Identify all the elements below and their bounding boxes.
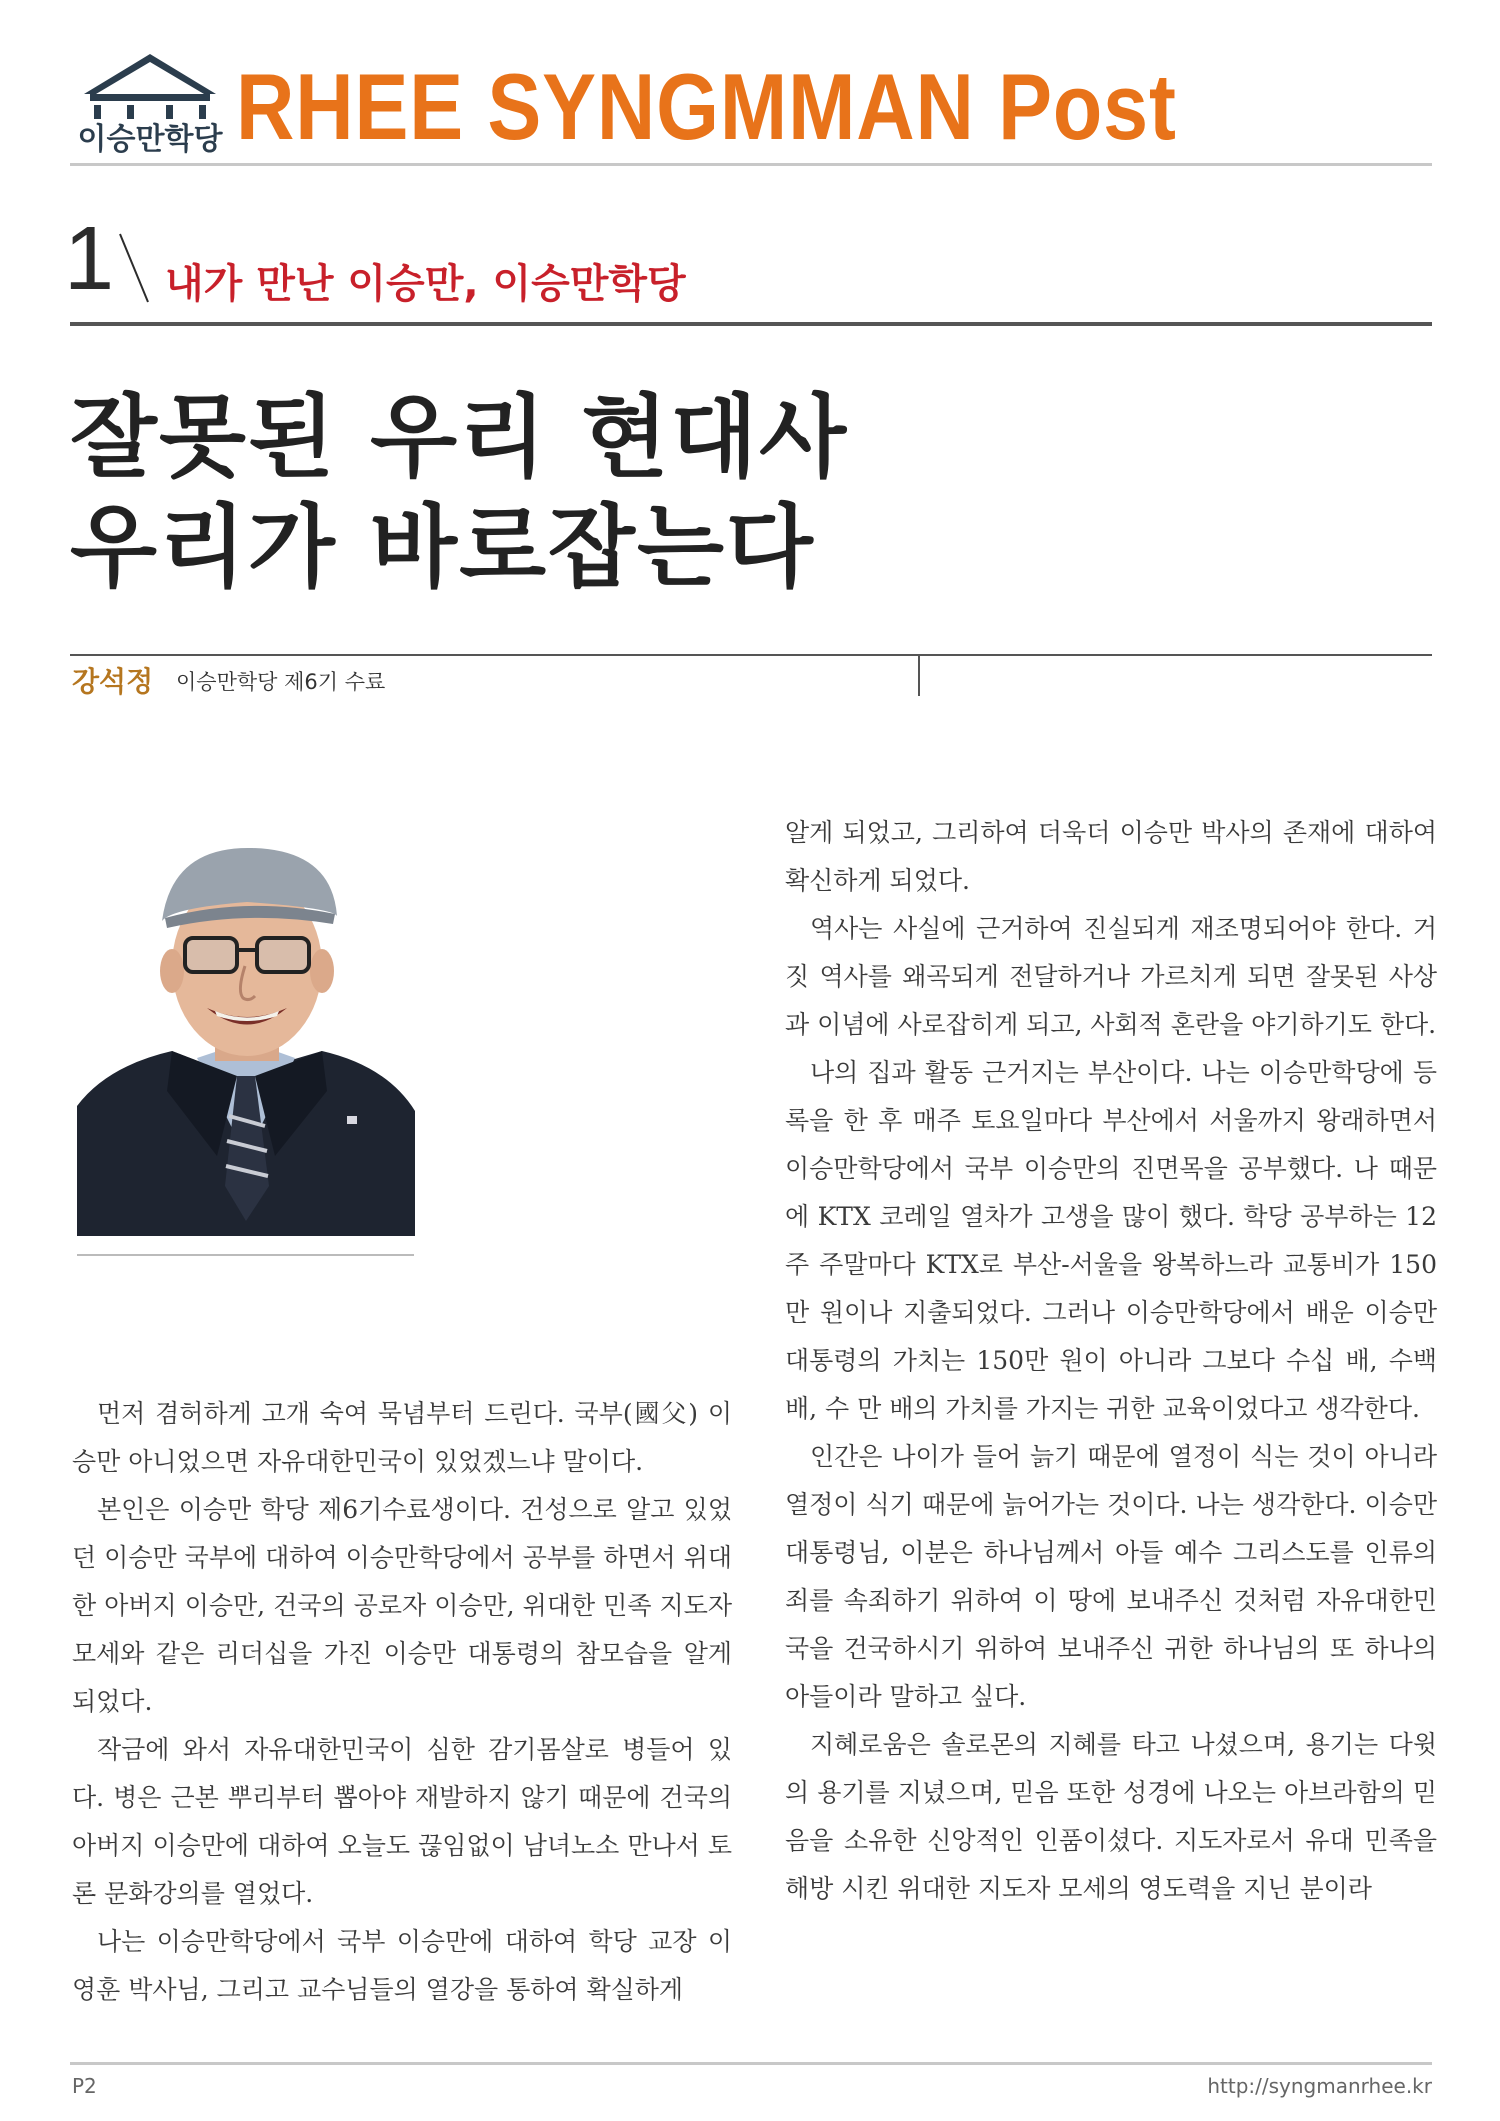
logo-wordmark: 이승만학당	[77, 122, 223, 157]
paragraph: 역사는 사실에 근거하여 진실되게 재조명되어야 한다. 거짓 역사를 왜곡되게 전달하거나 가르치게 되면 잘못된 사상과 이념에 사로잡히게 되고, 사회적 혼란을 야기하기도 한다.	[785, 914, 1437, 1039]
section-title: 내가 만난 이승만, 이승만학당	[165, 261, 686, 307]
headline-line-1: 잘못된 우리 현대사	[70, 385, 849, 490]
paragraph: 나의 집과 활동 근거지는 부산이다. 나는 이승만학당에 등록을 한 후 매주 토요일마다 부산에서 서울까지 왕래하면서 이승만학당에서 국부 이승만의 진면목을 공부했다. 나 때문에 KTX 코레일 열차가 고생을 많이 했다. 학당 공부하는 12주 주말마다 KTX로 부산-서울을 왕복하느라 교통비가 150만 원이나 지출되었다. 그러나 이승만학당에서 배운 이승만 대통령의 가치는 150만 원이 아니라 그보다 수십 배, 수백 배, 수 만 배의 가치를 가지는 귀한 교육이었다고 생각한다.	[785, 1058, 1437, 1423]
paragraph: 알게 되었고, 그리하여 더욱더 이승만 박사의 존재에 대하여 확신하게 되었다.	[785, 818, 1437, 895]
paragraph: 먼저 겸허하게 고개 숙여 묵념부터 드린다. 국부(國父) 이승만 아니었으면 자유대한민국이 있었겠느냐 말이다.	[72, 1399, 732, 1476]
section-slash-icon	[118, 232, 150, 304]
author-affiliation: 이승만학당 제6기 수료	[176, 670, 386, 694]
body-column-right	[785, 809, 1437, 1913]
paragraph: 지혜로움은 솔로몬의 지혜를 타고 나셨으며, 용기는 다윗의 용기를 지녔으며, 믿음 또한 성경에 나오는 아브라함의 믿음을 소유한 신앙적인 인품이셨다. 지도자로서 유대 민족을 해방 시킨 위대한 지도자 모세의 영도력을 지닌 분이라	[785, 1730, 1437, 1903]
publication-title: RHEE SYNGMMAN Post	[236, 54, 1177, 159]
byline-divider	[70, 654, 1432, 656]
author-photo	[77, 826, 415, 1236]
photo-divider	[77, 1254, 414, 1256]
paragraph: 작금에 와서 자유대한민국이 심한 감기몸살로 병들어 있다. 병은 근본 뿌리부터 뽑아야 재발하지 않기 때문에 건국의 아버지 이승만에 대하여 오늘도 끊임없이 남녀노소 만나서 토론 문화강의를 열었다.	[72, 1735, 732, 1908]
paragraph: 나는 이승만학당에서 국부 이승만에 대하여 학당 교장 이영훈 박사님, 그리고 교수님들의 열강을 통하여 확실하게	[72, 1927, 732, 2004]
page-number: P2	[72, 2074, 97, 2098]
footer-divider	[70, 2062, 1432, 2065]
paragraph: 인간은 나이가 들어 늙기 때문에 열정이 식는 것이 아니라 열정이 식기 때문에 늙어가는 것이다. 나는 생각한다. 이승만 대통령님, 이분은 하나님께서 아들 예수 그리스도를 인류의 죄를 속죄하기 위하여 이 땅에 보내주신 것처럼 자유대한민국을 건국하시기 위하여 보내주신 귀한 하나님의 또 하나의 아들이라 말하고 싶다.	[785, 1442, 1437, 1711]
paragraph: 본인은 이승만 학당 제6기수료생이다. 건성으로 알고 있었던 이승만 국부에 대하여 이승만학당에서 공부를 하면서 위대한 아버지 이승만, 건국의 공로자 이승만, 위대한 민족 지도자 모세와 같은 리더십을 가진 이승만 대통령의 참모습을 알게 되었다.	[72, 1495, 732, 1716]
byline-tick	[918, 654, 920, 696]
section-number: 1	[64, 209, 115, 309]
body-column-left	[72, 1390, 732, 2014]
author-name: 강석정	[72, 665, 154, 698]
masthead-divider	[70, 163, 1432, 166]
footer-url: http://syngmanrhee.kr	[1207, 2074, 1432, 2098]
section-divider	[70, 322, 1432, 326]
headline-line-2: 우리가 바로잡는다	[70, 495, 815, 600]
